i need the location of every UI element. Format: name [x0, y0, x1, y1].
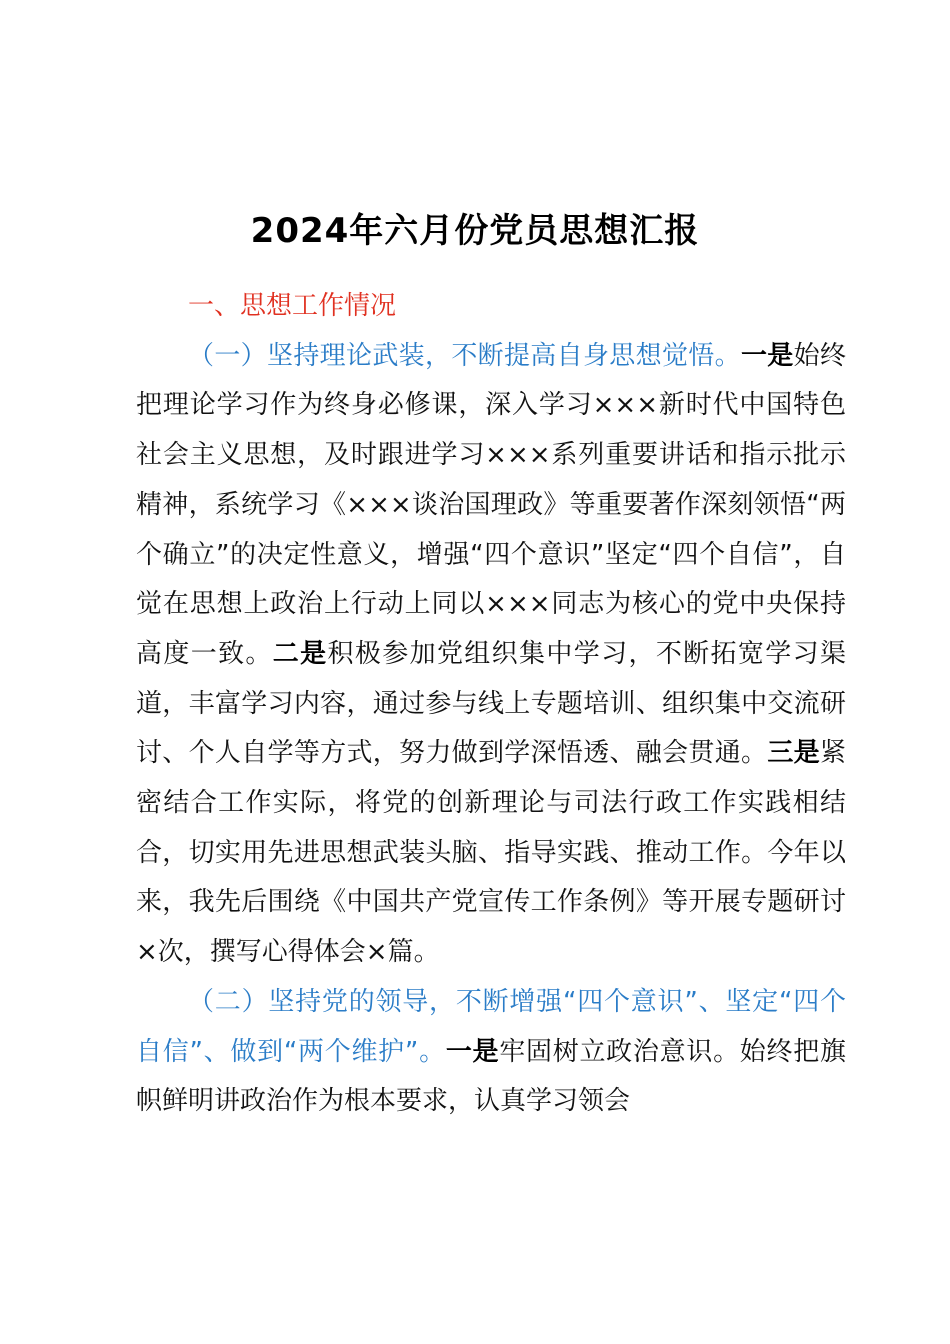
document-title: 2024年六月份党员思想汇报	[250, 211, 700, 251]
lead-marker-first: 一是	[740, 340, 794, 371]
lead-marker-second: 二是	[272, 638, 328, 669]
lead-marker-third: 三是	[767, 738, 820, 769]
paragraph-text: 牢固树立政治意识。始终把旗帜鲜明讲政治作为根本要求，认真学习领会	[136, 1036, 846, 1117]
paragraph-theory-arming	[136, 332, 846, 978]
document-body	[136, 282, 846, 1127]
lead-marker-first: 一是	[445, 1036, 500, 1067]
paragraph-text: 始终把理论学习作为终身必修课，深入学习×××新时代中国特色社会主义思想，及时跟进学习×××系列重要讲话和指示批示精神，系统学习《×××谈治国理政》等重要著作深刻领悟“两个确立”的决定性意义，增强“四个意识”坚定“四个自信”，自觉在思想上政治上行动上同以×××同志为核心的党中央保持高度一致。	[136, 340, 846, 669]
paragraph-party-leadership	[136, 978, 846, 1127]
paragraph-text: 积极参加党组织集中学习，不断拓宽学习渠道，丰富学习内容，通过参与线上专题培训、组织集中交流研讨、个人自学等方式，努力做到学深悟透、融会贯通。	[136, 638, 846, 769]
paragraph-text: 紧密结合工作实际，将党的创新理论与司法行政工作实践相结合，切实用先进思想武装头脑、指导实践、推动工作。今年以来，我先后围绕《中国共产党宣传工作条例》等开展专题研讨×次，撰写心得体会×篇。	[136, 738, 846, 968]
section-heading-thought-work: 一、思想工作情况	[188, 291, 397, 321]
subheading-party-leadership: （二）坚持党的领导，不断增强“四个意识”、坚定“四个自信”、做到“两个维护”。	[136, 986, 846, 1067]
subheading-theory-arming: （一）坚持理论武装，不断提高自身思想觉悟。	[188, 340, 741, 371]
